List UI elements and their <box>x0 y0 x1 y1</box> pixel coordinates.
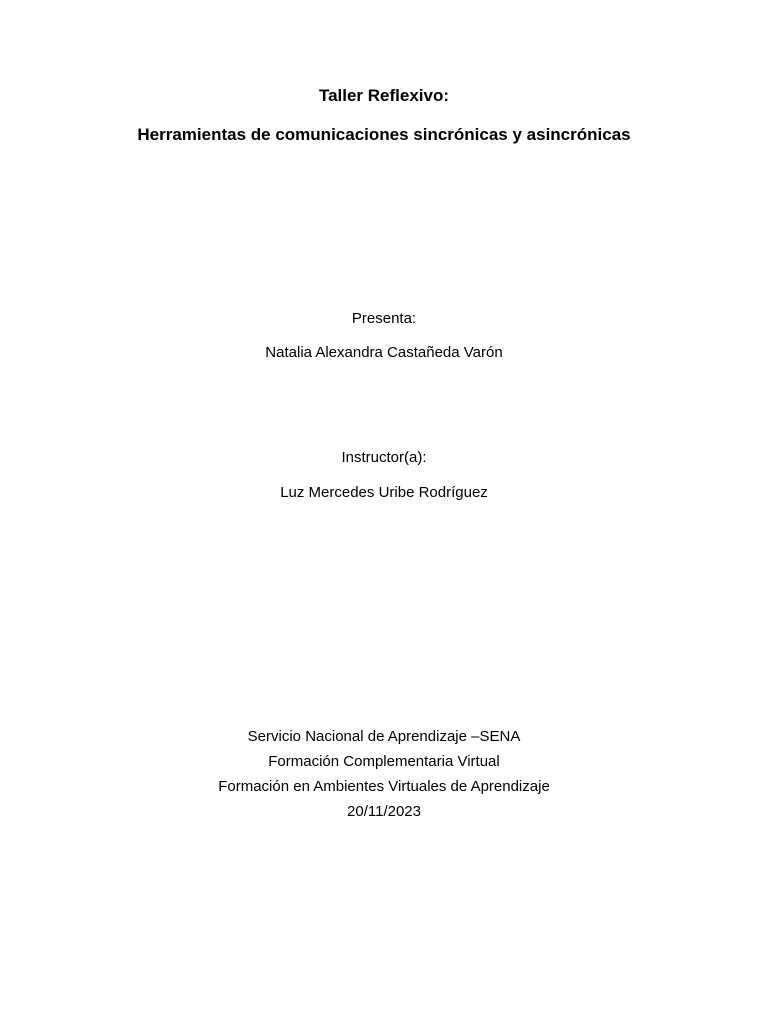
instructor-name: Luz Mercedes Uribe Rodríguez <box>280 484 488 501</box>
instructor-label: Instructor(a): <box>341 449 427 466</box>
document-date: 20/11/2023 <box>347 803 421 820</box>
institution-name: Servicio Nacional de Aprendizaje –SENA <box>247 728 521 745</box>
presenter-label: Presenta: <box>351 310 417 327</box>
program-name: Formación Complementaria Virtual <box>268 753 500 770</box>
course-name: Formación en Ambientes Virtuales de Aprendizaje <box>218 778 550 795</box>
document-subtitle: Herramientas de comunicaciones sincrónicas y asincrónicas <box>137 125 631 144</box>
document-title: Taller Reflexivo: <box>318 86 450 105</box>
presenter-name: Natalia Alexandra Castañeda Varón <box>265 344 503 361</box>
